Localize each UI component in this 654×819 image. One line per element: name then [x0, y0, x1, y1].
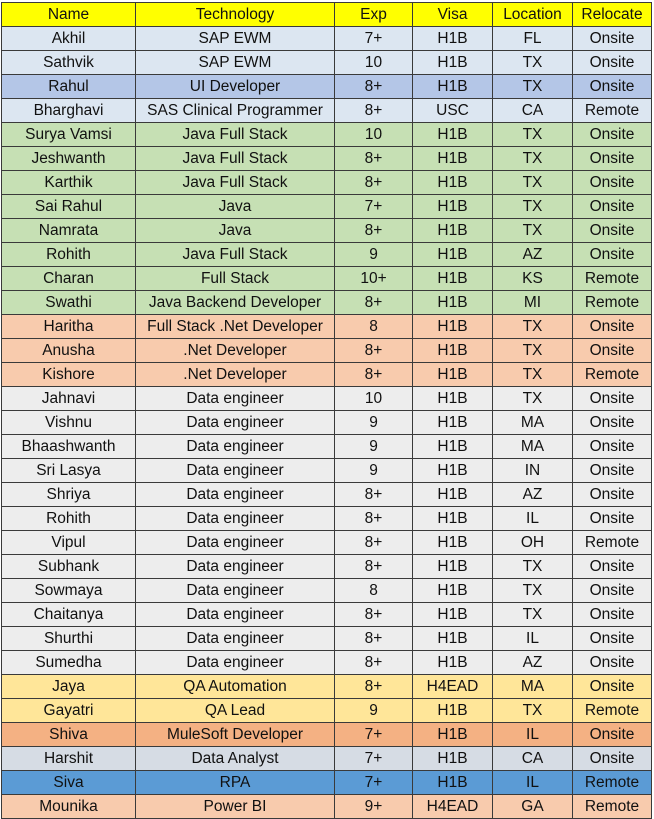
relocate-cell[interactable]: Remote [573, 291, 652, 315]
location-cell[interactable]: GA [493, 795, 573, 819]
exp-cell[interactable]: 9 [335, 699, 413, 723]
visa-cell[interactable]: H1B [413, 411, 493, 435]
technology-cell[interactable]: MuleSoft Developer [136, 723, 335, 747]
relocate-cell[interactable]: Remote [573, 771, 652, 795]
exp-cell[interactable]: 8+ [335, 171, 413, 195]
name-cell[interactable]: Jahnavi [2, 387, 136, 411]
table-row [2, 147, 652, 171]
location-cell[interactable]: TX [493, 195, 573, 219]
location-cell[interactable]: KS [493, 267, 573, 291]
visa-cell[interactable]: H1B [413, 723, 493, 747]
visa-cell[interactable]: H1B [413, 171, 493, 195]
relocate-cell[interactable]: Onsite [573, 651, 652, 675]
technology-cell[interactable]: QA Lead [136, 699, 335, 723]
location-cell[interactable]: IL [493, 723, 573, 747]
visa-cell[interactable]: H1B [413, 195, 493, 219]
name-cell[interactable]: Swathi [2, 291, 136, 315]
technology-cell[interactable]: Java [136, 219, 335, 243]
table-row [2, 459, 652, 483]
location-cell[interactable]: TX [493, 51, 573, 75]
table-row [2, 291, 652, 315]
exp-cell[interactable]: 10 [335, 123, 413, 147]
relocate-cell[interactable]: Onsite [573, 147, 652, 171]
location-cell[interactable]: TX [493, 219, 573, 243]
relocate-cell[interactable]: Onsite [573, 315, 652, 339]
candidate-table [1, 2, 652, 819]
exp-cell[interactable]: 8 [335, 315, 413, 339]
technology-cell[interactable]: Data engineer [136, 483, 335, 507]
location-cell[interactable]: MA [493, 435, 573, 459]
name-cell[interactable]: Subhank [2, 555, 136, 579]
location-cell[interactable]: TX [493, 579, 573, 603]
exp-cell[interactable]: 8+ [335, 603, 413, 627]
table-row [2, 723, 652, 747]
header-relocate[interactable]: Relocate [573, 3, 652, 27]
exp-cell[interactable]: 8+ [335, 339, 413, 363]
name-cell[interactable]: Vishnu [2, 411, 136, 435]
exp-cell[interactable]: 8+ [335, 651, 413, 675]
header-exp[interactable]: Exp [335, 3, 413, 27]
visa-cell[interactable]: H4EAD [413, 675, 493, 699]
visa-cell[interactable]: H1B [413, 459, 493, 483]
technology-cell[interactable]: Data engineer [136, 531, 335, 555]
header-location[interactable]: Location [493, 3, 573, 27]
exp-cell[interactable]: 10 [335, 387, 413, 411]
table-row [2, 747, 652, 771]
technology-cell[interactable]: Data engineer [136, 627, 335, 651]
visa-cell[interactable]: H1B [413, 387, 493, 411]
table-row [2, 267, 652, 291]
exp-cell[interactable]: 8 [335, 579, 413, 603]
visa-cell[interactable]: H1B [413, 531, 493, 555]
technology-cell[interactable]: Java Full Stack [136, 123, 335, 147]
name-cell[interactable]: Namrata [2, 219, 136, 243]
relocate-cell[interactable]: Onsite [573, 579, 652, 603]
exp-cell[interactable]: 8+ [335, 363, 413, 387]
visa-cell[interactable]: H1B [413, 627, 493, 651]
exp-cell[interactable]: 7+ [335, 723, 413, 747]
exp-cell[interactable]: 8+ [335, 483, 413, 507]
exp-cell[interactable]: 9 [335, 435, 413, 459]
location-cell[interactable]: OH [493, 531, 573, 555]
name-cell[interactable]: Shurthi [2, 627, 136, 651]
name-cell[interactable]: Rohith [2, 507, 136, 531]
exp-cell[interactable]: 9+ [335, 795, 413, 819]
name-cell[interactable]: Surya Vamsi [2, 123, 136, 147]
table-body [2, 27, 652, 819]
name-cell[interactable]: Rahul [2, 75, 136, 99]
visa-cell[interactable]: H4EAD [413, 795, 493, 819]
name-cell[interactable]: Sai Rahul [2, 195, 136, 219]
location-cell[interactable]: CA [493, 99, 573, 123]
name-cell[interactable]: Kishore [2, 363, 136, 387]
location-cell[interactable]: TX [493, 147, 573, 171]
relocate-cell[interactable]: Onsite [573, 723, 652, 747]
visa-cell[interactable]: H1B [413, 771, 493, 795]
visa-cell[interactable]: H1B [413, 507, 493, 531]
table-row [2, 675, 652, 699]
exp-cell[interactable]: 8+ [335, 147, 413, 171]
exp-cell[interactable]: 8+ [335, 75, 413, 99]
visa-cell[interactable]: H1B [413, 435, 493, 459]
table-row [2, 771, 652, 795]
name-cell[interactable]: Charan [2, 267, 136, 291]
location-cell[interactable]: TX [493, 339, 573, 363]
location-cell[interactable]: MA [493, 411, 573, 435]
technology-cell[interactable]: .Net Developer [136, 339, 335, 363]
table-row [2, 555, 652, 579]
name-cell[interactable]: Sathvik [2, 51, 136, 75]
visa-cell[interactable]: H1B [413, 315, 493, 339]
visa-cell[interactable]: H1B [413, 603, 493, 627]
relocate-cell[interactable]: Onsite [573, 27, 652, 51]
relocate-cell[interactable]: Onsite [573, 555, 652, 579]
name-cell[interactable]: Bhaashwanth [2, 435, 136, 459]
technology-cell[interactable]: Data engineer [136, 651, 335, 675]
exp-cell[interactable]: 10+ [335, 267, 413, 291]
visa-cell[interactable]: USC [413, 99, 493, 123]
visa-cell[interactable]: H1B [413, 27, 493, 51]
visa-cell[interactable]: H1B [413, 123, 493, 147]
relocate-cell[interactable]: Onsite [573, 603, 652, 627]
relocate-cell[interactable]: Onsite [573, 675, 652, 699]
relocate-cell[interactable]: Onsite [573, 459, 652, 483]
relocate-cell[interactable]: Onsite [573, 219, 652, 243]
exp-cell[interactable]: 9 [335, 243, 413, 267]
technology-cell[interactable]: Data engineer [136, 579, 335, 603]
technology-cell[interactable]: QA Automation [136, 675, 335, 699]
name-cell[interactable]: Siva [2, 771, 136, 795]
name-cell[interactable]: Rohith [2, 243, 136, 267]
visa-cell[interactable]: H1B [413, 651, 493, 675]
name-cell[interactable]: Jeshwanth [2, 147, 136, 171]
visa-cell[interactable]: H1B [413, 699, 493, 723]
technology-cell[interactable]: .Net Developer [136, 363, 335, 387]
table-row [2, 651, 652, 675]
technology-cell[interactable]: Data engineer [136, 459, 335, 483]
table-row [2, 51, 652, 75]
relocate-cell[interactable]: Remote [573, 363, 652, 387]
visa-cell[interactable]: H1B [413, 339, 493, 363]
visa-cell[interactable]: H1B [413, 219, 493, 243]
relocate-cell[interactable]: Remote [573, 267, 652, 291]
relocate-cell[interactable]: Onsite [573, 747, 652, 771]
name-cell[interactable]: Sumedha [2, 651, 136, 675]
relocate-cell[interactable]: Onsite [573, 411, 652, 435]
name-cell[interactable]: Karthik [2, 171, 136, 195]
technology-cell[interactable]: Full Stack .Net Developer [136, 315, 335, 339]
location-cell[interactable]: TX [493, 171, 573, 195]
table-row [2, 195, 652, 219]
table-row [2, 483, 652, 507]
table-row [2, 363, 652, 387]
visa-cell[interactable]: H1B [413, 267, 493, 291]
table-row [2, 579, 652, 603]
exp-cell[interactable]: 9 [335, 459, 413, 483]
relocate-cell[interactable]: Onsite [573, 171, 652, 195]
table-row [2, 27, 652, 51]
exp-cell[interactable]: 9 [335, 411, 413, 435]
exp-cell[interactable]: 8+ [335, 219, 413, 243]
relocate-cell[interactable]: Onsite [573, 75, 652, 99]
table-row [2, 75, 652, 99]
table-row [2, 339, 652, 363]
technology-cell[interactable]: SAP EWM [136, 27, 335, 51]
exp-cell[interactable]: 8+ [335, 99, 413, 123]
table-row [2, 123, 652, 147]
location-cell[interactable]: AZ [493, 651, 573, 675]
exp-cell[interactable]: 8+ [335, 627, 413, 651]
location-cell[interactable]: MI [493, 291, 573, 315]
table-row [2, 507, 652, 531]
exp-cell[interactable]: 7+ [335, 747, 413, 771]
name-cell[interactable]: Shiva [2, 723, 136, 747]
technology-cell[interactable]: Java Full Stack [136, 171, 335, 195]
exp-cell[interactable]: 7+ [335, 195, 413, 219]
technology-cell[interactable]: Data engineer [136, 387, 335, 411]
relocate-cell[interactable]: Onsite [573, 243, 652, 267]
table-row [2, 99, 652, 123]
header-name[interactable]: Name [2, 3, 136, 27]
relocate-cell[interactable]: Onsite [573, 51, 652, 75]
exp-cell[interactable]: 7+ [335, 27, 413, 51]
name-cell[interactable]: Gayatri [2, 699, 136, 723]
visa-cell[interactable]: H1B [413, 147, 493, 171]
location-cell[interactable]: TX [493, 315, 573, 339]
name-cell[interactable]: Haritha [2, 315, 136, 339]
name-cell[interactable]: Sowmaya [2, 579, 136, 603]
table-row [2, 795, 652, 819]
header-visa[interactable]: Visa [413, 3, 493, 27]
table-row [2, 219, 652, 243]
relocate-cell[interactable]: Onsite [573, 507, 652, 531]
table-row [2, 531, 652, 555]
visa-cell[interactable]: H1B [413, 51, 493, 75]
name-cell[interactable]: Akhil [2, 27, 136, 51]
technology-cell[interactable]: Data engineer [136, 603, 335, 627]
location-cell[interactable]: AZ [493, 243, 573, 267]
name-cell[interactable]: Mounika [2, 795, 136, 819]
technology-cell[interactable]: SAS Clinical Programmer [136, 99, 335, 123]
exp-cell[interactable]: 8+ [335, 531, 413, 555]
name-cell[interactable]: Harshit [2, 747, 136, 771]
exp-cell[interactable]: 8+ [335, 507, 413, 531]
table-row [2, 699, 652, 723]
technology-cell[interactable]: Java [136, 195, 335, 219]
visa-cell[interactable]: H1B [413, 291, 493, 315]
location-cell[interactable]: TX [493, 603, 573, 627]
relocate-cell[interactable]: Onsite [573, 387, 652, 411]
location-cell[interactable]: IL [493, 507, 573, 531]
name-cell[interactable]: Shriya [2, 483, 136, 507]
visa-cell[interactable]: H1B [413, 363, 493, 387]
relocate-cell[interactable]: Onsite [573, 339, 652, 363]
location-cell[interactable]: TX [493, 387, 573, 411]
technology-cell[interactable]: Full Stack [136, 267, 335, 291]
location-cell[interactable]: MA [493, 675, 573, 699]
location-cell[interactable]: IN [493, 459, 573, 483]
location-cell[interactable]: FL [493, 27, 573, 51]
relocate-cell[interactable]: Onsite [573, 435, 652, 459]
table-row [2, 315, 652, 339]
location-cell[interactable]: IL [493, 627, 573, 651]
table-row [2, 387, 652, 411]
technology-cell[interactable]: SAP EWM [136, 51, 335, 75]
location-cell[interactable]: TX [493, 699, 573, 723]
location-cell[interactable]: TX [493, 75, 573, 99]
exp-cell[interactable]: 7+ [335, 771, 413, 795]
location-cell[interactable]: TX [493, 363, 573, 387]
technology-cell[interactable]: Data engineer [136, 435, 335, 459]
technology-cell[interactable]: RPA [136, 771, 335, 795]
technology-cell[interactable]: Java Full Stack [136, 147, 335, 171]
technology-cell[interactable]: Java Backend Developer [136, 291, 335, 315]
location-cell[interactable]: TX [493, 555, 573, 579]
visa-cell[interactable]: H1B [413, 243, 493, 267]
table-row [2, 243, 652, 267]
table-row [2, 627, 652, 651]
name-cell[interactable]: Vipul [2, 531, 136, 555]
relocate-cell[interactable]: Remote [573, 795, 652, 819]
relocate-cell[interactable]: Onsite [573, 195, 652, 219]
name-cell[interactable]: Bharghavi [2, 99, 136, 123]
relocate-cell[interactable]: Remote [573, 99, 652, 123]
location-cell[interactable]: CA [493, 747, 573, 771]
technology-cell[interactable]: Power BI [136, 795, 335, 819]
technology-cell[interactable]: Data engineer [136, 507, 335, 531]
location-cell[interactable]: TX [493, 123, 573, 147]
header-technology[interactable]: Technology [136, 3, 335, 27]
name-cell[interactable]: Chaitanya [2, 603, 136, 627]
name-cell[interactable]: Anusha [2, 339, 136, 363]
table-row [2, 171, 652, 195]
visa-cell[interactable]: H1B [413, 483, 493, 507]
technology-cell[interactable]: Data Analyst [136, 747, 335, 771]
relocate-cell[interactable]: Onsite [573, 483, 652, 507]
visa-cell[interactable]: H1B [413, 555, 493, 579]
table-row [2, 603, 652, 627]
exp-cell[interactable]: 10 [335, 51, 413, 75]
table-row [2, 435, 652, 459]
name-cell[interactable]: Jaya [2, 675, 136, 699]
visa-cell[interactable]: H1B [413, 579, 493, 603]
technology-cell[interactable]: Java Full Stack [136, 243, 335, 267]
exp-cell[interactable]: 8+ [335, 675, 413, 699]
header-row [2, 3, 652, 27]
visa-cell[interactable]: H1B [413, 75, 493, 99]
table-row [2, 411, 652, 435]
technology-cell[interactable]: Data engineer [136, 555, 335, 579]
exp-cell[interactable]: 8+ [335, 291, 413, 315]
technology-cell[interactable]: UI Developer [136, 75, 335, 99]
relocate-cell[interactable]: Onsite [573, 123, 652, 147]
location-cell[interactable]: IL [493, 771, 573, 795]
technology-cell[interactable]: Data engineer [136, 411, 335, 435]
relocate-cell[interactable]: Remote [573, 699, 652, 723]
name-cell[interactable]: Sri Lasya [2, 459, 136, 483]
exp-cell[interactable]: 8+ [335, 555, 413, 579]
location-cell[interactable]: AZ [493, 483, 573, 507]
visa-cell[interactable]: H1B [413, 747, 493, 771]
relocate-cell[interactable]: Remote [573, 531, 652, 555]
relocate-cell[interactable]: Onsite [573, 627, 652, 651]
